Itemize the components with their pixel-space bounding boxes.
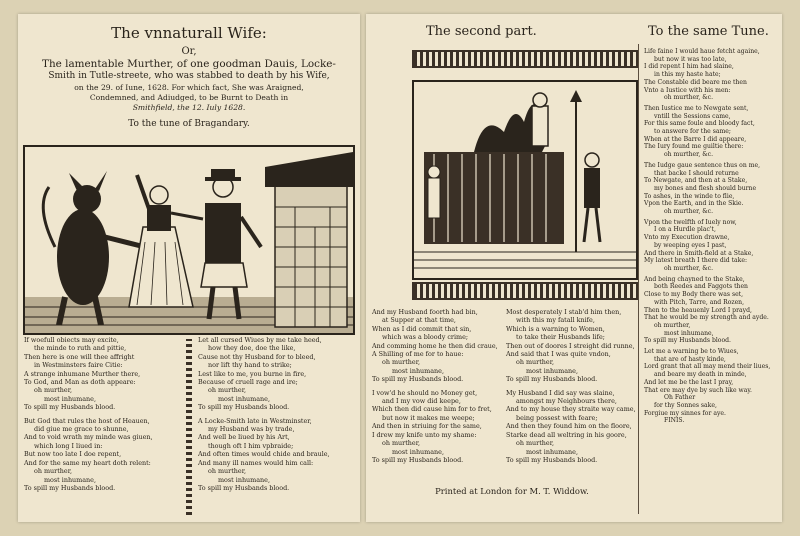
verse-line: oh murther, &c. — [664, 94, 714, 102]
verse-line: Oh Father — [664, 394, 696, 402]
verse-line: but now it makes me weepe; — [382, 413, 475, 422]
verse-line: oh murther, — [654, 321, 691, 329]
verse-line: Which then did cause him for to fret, — [372, 405, 492, 414]
verse-line: Then here is one will thee affright — [24, 352, 135, 361]
verse-line: And to void wrath my minde was giuen, — [24, 433, 153, 442]
verse-line: Then Iustice me to Newgate sent, — [644, 104, 749, 112]
verse-line: And for the same my heart doth relent: — [24, 458, 151, 467]
verse-line: To spill my Husbands blood. — [506, 375, 598, 384]
verse-line: which was a bloody crime; — [382, 333, 469, 342]
verse-line: in Westminsters faire Citie: — [34, 361, 123, 370]
woodcut-murder-scene — [23, 145, 355, 335]
tune-line: To the tune of Bragandary. — [128, 119, 250, 129]
verse-line: oh murther, &c. — [664, 208, 714, 216]
verse-line: oh murther, — [516, 439, 555, 448]
verse-line: The Iudge gaue sentence thus on me, — [644, 161, 761, 169]
woodcut-illustration — [25, 147, 353, 333]
verse-line: most inhumane, — [526, 366, 578, 375]
verse-line: And often times would chide and braule, — [198, 450, 330, 459]
verse-line: That he would be my strength and ayde. — [644, 314, 769, 322]
verse-line: in this my haste hate; — [654, 71, 721, 79]
verse-line: To spill my Husbands blood. — [644, 337, 731, 345]
verse-line: Lest like to me, you burne in fire, — [198, 369, 307, 378]
second-part-heading: The second part. — [426, 24, 537, 39]
verse-line: oh murther, — [34, 467, 73, 476]
verse-line: both Reedes and Faggots then — [654, 283, 748, 291]
verse-line: which long I liued in: — [34, 441, 103, 450]
verse-line: My latest breath I there did take: — [644, 257, 748, 265]
woodcut-execution-scene — [412, 80, 638, 280]
verse-line: To spill my Husbands blood. — [372, 375, 464, 384]
verse-line: most inhumane, — [392, 447, 444, 456]
verse-line: The Iury found me guiltie there: — [644, 143, 744, 151]
verse-line: Life faine I would haue fetcht againe, — [644, 48, 760, 55]
subtitle-line: Smith in Tutle-streete, who was stabbed to death by his Wife, — [48, 71, 330, 81]
verse-line: A Locke-Smith late in Westminster, — [198, 416, 312, 425]
verse-line: But God that rules the host of Heauen, — [24, 416, 150, 425]
verse-line: To spill my Husbands blood. — [198, 403, 290, 412]
verse-line: If woefull obiects may excite, — [24, 336, 119, 344]
verse-line: To spill my Husbands blood. — [24, 483, 116, 492]
verse-line: and beare my death in minde, — [654, 371, 747, 379]
lower-left-column-verses — [372, 308, 498, 464]
verse-line: most inhumane, — [44, 394, 96, 403]
verse-line: Close to my Body there was set, — [644, 291, 744, 299]
verse-line: by weeping eyes I past, — [654, 241, 727, 249]
verse-line: Vpon the twelfth of Iuely now, — [644, 218, 737, 226]
side-column-verses — [644, 48, 770, 425]
ornamental-border-bottom — [412, 282, 638, 300]
verse-line: Most desperately I stab'd him then, — [506, 308, 622, 316]
verse-line: A strange inhumane Murther there, — [24, 369, 141, 378]
verse-line: Because of cruell rage and ire; — [198, 378, 298, 387]
subtitle-line: The lamentable Murther, of one goodman Dauis, Locke- — [42, 58, 336, 70]
subtitle-line: Condemned, and Adiudged, to be Burnt to Death in — [89, 93, 289, 102]
verse-line: Then out of doores I streight did runne, — [506, 341, 635, 350]
subtitle-or: Or, — [181, 46, 197, 57]
verse-line: did giue me grace to shunne, — [34, 425, 129, 434]
verse-line: for thy Sonnes sake, — [654, 401, 717, 409]
verse-line: Let all cursed Wiues by me take heed, — [198, 336, 322, 344]
verse-line: most inhumane, — [392, 366, 444, 375]
woodcut-illustration — [414, 82, 636, 278]
verse-line: to take their Husbands life; — [516, 333, 605, 342]
verse-line: For this same foule and bloody fact, — [644, 120, 755, 128]
verse-line: oh murther, — [382, 358, 421, 367]
verse-line: though oft I him vpbraide; — [208, 441, 294, 450]
verse-line: That ere may dye by such like way. — [644, 386, 752, 394]
verse-line: And well be liued by his Art, — [198, 433, 290, 442]
verse-line: that are of hasty kinde, — [654, 355, 726, 363]
verse-line: To God, and Man as doth appeare: — [24, 378, 136, 387]
left-column-verses — [24, 336, 153, 492]
verse-line: how they doe, doe the like, — [208, 344, 296, 353]
verse-line: to answere for the same; — [654, 128, 731, 136]
column-rule — [638, 44, 639, 514]
verse-line: Vpon the Earth, and in the Skie. — [644, 200, 744, 208]
verse-line: But now too late I doe repent, — [24, 450, 122, 459]
verse-line: most inhumane, — [664, 329, 714, 337]
left-page — [18, 14, 360, 522]
right-column-verses — [198, 336, 330, 492]
verse-line: most inhumane, — [218, 475, 270, 484]
imprint-line: Printed at London for M. T. Widdow. — [435, 486, 589, 496]
verse-line: oh murther, — [516, 358, 555, 367]
verse-line: When at the Barre I did appeare, — [644, 135, 747, 143]
verse-line: Let me a warning be to Wiues, — [644, 348, 739, 356]
verse-line: And then in striuing for the same, — [372, 422, 482, 431]
verse-line: The Constable did beare me then — [644, 78, 747, 86]
finis-mark: FINIS. — [664, 417, 685, 425]
verse-line: that backe I should returne — [654, 169, 739, 177]
verse-line: with this my fatall knife, — [516, 316, 595, 325]
verse-line: most inhumane, — [44, 475, 96, 484]
verse-line: When as I did commit that sin, — [372, 324, 472, 333]
ballad-title: The vnnaturall Wife: — [111, 24, 267, 42]
verse-line: And then they found him on the floore, — [506, 422, 632, 431]
right-page — [366, 14, 782, 522]
verse-line: To Newgate, and then at a Stake, — [644, 177, 748, 185]
verse-line: To spill my Husbands blood. — [372, 455, 464, 464]
verse-line: I on a Hurdle plac't, — [654, 226, 716, 234]
verse-line: Then to the heauenly Lord I prayd, — [644, 306, 752, 314]
verse-line: Vnto a Iustice with his men: — [644, 86, 731, 94]
verse-line: oh murther, — [34, 386, 73, 395]
verse-line: My Husband I did say was slaine, — [506, 388, 615, 397]
verse-line: And said that I was quite vndon, — [506, 350, 611, 359]
verse-line: A Shilling of me for to haue: — [372, 350, 464, 359]
verse-line: And comming home he then did craue, — [372, 341, 498, 350]
verse-line: Forgiue my sinnes for aye. — [644, 409, 726, 417]
verse-line: And being chayned to the Stake, — [644, 275, 745, 283]
verse-line: Vnto my Execution drawne, — [644, 234, 730, 242]
verse-line: To spill my Husbands blood. — [198, 483, 290, 492]
verse-line: And let me be the last I pray, — [644, 378, 734, 386]
verse-line: but now it was too late, — [654, 55, 727, 63]
verse-line: most inhumane, — [218, 394, 270, 403]
verse-line: Cause not thy Husband for to bleed, — [198, 352, 316, 361]
verse-line: nor lift thy hand to strike; — [208, 361, 292, 370]
verse-line: being possest with feare; — [516, 413, 598, 422]
verse-line: oh murther, &c. — [664, 264, 714, 272]
verse-line: my bones and flesh should burne — [654, 184, 757, 192]
verse-line: oh murther, — [208, 467, 247, 476]
lower-right-column-verses — [506, 308, 636, 464]
verse-line: amongst my Neighbours there, — [516, 397, 617, 406]
verse-line: To ashes, in the winde to flie, — [644, 192, 735, 200]
verse-line: And my Husband foorth had bin, — [372, 308, 478, 316]
verse-line: I vow'd he should no Money get, — [372, 388, 478, 397]
ornamental-border-top — [412, 50, 638, 68]
verse-line: To spill my Husbands blood. — [24, 403, 116, 412]
verse-line: most inhumane, — [526, 447, 578, 456]
same-tune-heading: To the same Tune. — [648, 24, 769, 39]
verse-line: at Supper at that time, — [382, 316, 456, 325]
verse-line: And there in Smith-field at a Stake, — [644, 249, 754, 257]
verse-line: vntill the Sessions came, — [654, 112, 731, 120]
verse-line: oh murther, — [208, 386, 247, 395]
verse-line: And many ill names would him call: — [198, 458, 314, 467]
verse-line: oh murther, — [382, 439, 421, 448]
verse-line: I did repent I him had slaine, — [644, 63, 734, 71]
column-divider-ornament — [186, 339, 192, 515]
subtitle-line: Smithfield, the 12. Iuly 1628. — [132, 103, 246, 112]
verse-line: I drew my knife unto my shame: — [372, 430, 477, 439]
verse-line: oh murther, &c. — [664, 151, 714, 159]
verse-line: and I my vow did keepe, — [382, 397, 461, 406]
verse-line: Which is a warning to Women, — [506, 324, 605, 333]
verse-line: Starke dead all weltring in his goore, — [506, 430, 627, 439]
verse-line: the minde to ruth and pittie, — [34, 344, 127, 353]
subtitle-line: on the 29. of Iune, 1628. For which fact, She was Araigned, — [74, 83, 304, 92]
verse-line: Lord grant that all may mend their liues, — [644, 363, 771, 371]
verse-line: my Husband was by trade, — [208, 425, 295, 434]
verse-line: To spill my Husbands blood. — [506, 455, 598, 464]
verse-line: with Pitch, Tarre, and Rozen, — [654, 298, 745, 306]
verse-line: And to my house they straite way came, — [506, 405, 636, 414]
